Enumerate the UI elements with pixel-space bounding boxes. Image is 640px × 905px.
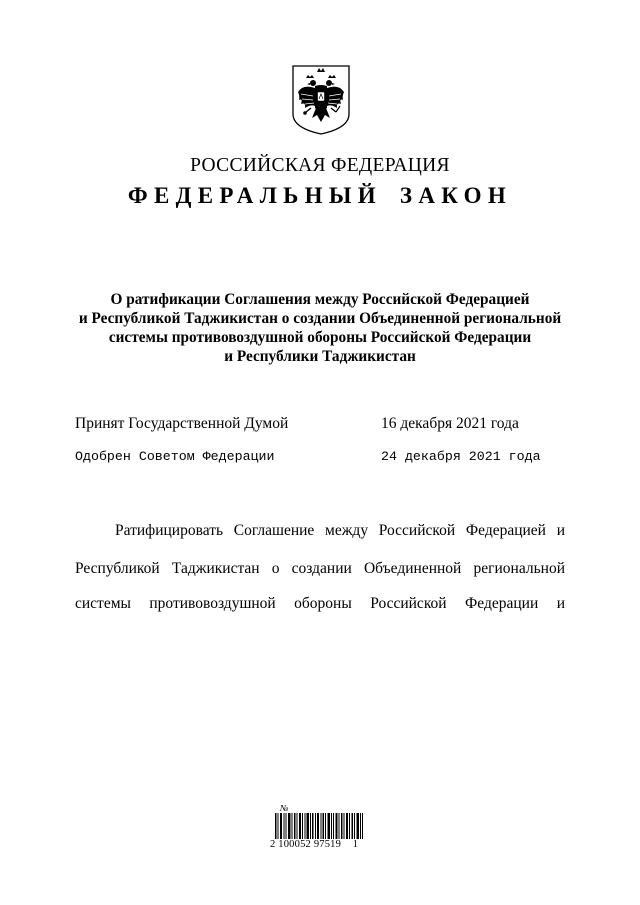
- document-type-word-1: ФЕДЕРАЛЬНЫЙ: [127, 183, 382, 208]
- law-title-line: системы противовоздушной обороны Российской Федерации: [108, 329, 532, 346]
- barcode-number-part: 100052: [278, 839, 311, 850]
- document-barcode: [270, 803, 370, 855]
- barcode-bars: [275, 813, 363, 839]
- law-title: [70, 290, 570, 366]
- council-approval-label: Одобрен Советом Федерации: [75, 449, 275, 464]
- document-type-word-2: ЗАКОН: [399, 183, 513, 208]
- council-approval-date: 24 декабря 2021 года: [381, 449, 541, 464]
- council-approval-row: [75, 449, 575, 469]
- country-name: РОССИЙСКАЯ ФЕДЕРАЦИЯ: [190, 155, 450, 176]
- barcode-number: [270, 839, 370, 850]
- barcode-mark: №: [280, 803, 289, 813]
- duma-adoption-date: 16 декабря 2021 года: [381, 415, 519, 432]
- body-text-line: Ратифицировать Соглашение между Российской Федерацией и: [115, 522, 565, 539]
- law-title-line: О ратификации Соглашения между Российской Федерацией: [110, 291, 530, 308]
- barcode-number-part: 1: [352, 839, 359, 850]
- barcode-number-part: 2: [270, 839, 276, 850]
- law-title-line: и Республикой Таджикистан о создании Объединенной региональной: [78, 310, 562, 327]
- coat-of-arms-emblem: [289, 62, 353, 136]
- law-title-line: и Республики Таджикистан: [224, 348, 416, 365]
- body-text-line: Республикой Таджикистан о создании Объединенной региональной: [75, 560, 565, 577]
- barcode-number-part: 97519: [313, 839, 342, 850]
- body-text-line: системы противовоздушной обороны Российской Федерации и: [75, 595, 565, 612]
- duma-adoption-row: [75, 415, 575, 435]
- document-type: [0, 183, 640, 209]
- duma-adoption-label: Принят Государственной Думой: [75, 415, 289, 432]
